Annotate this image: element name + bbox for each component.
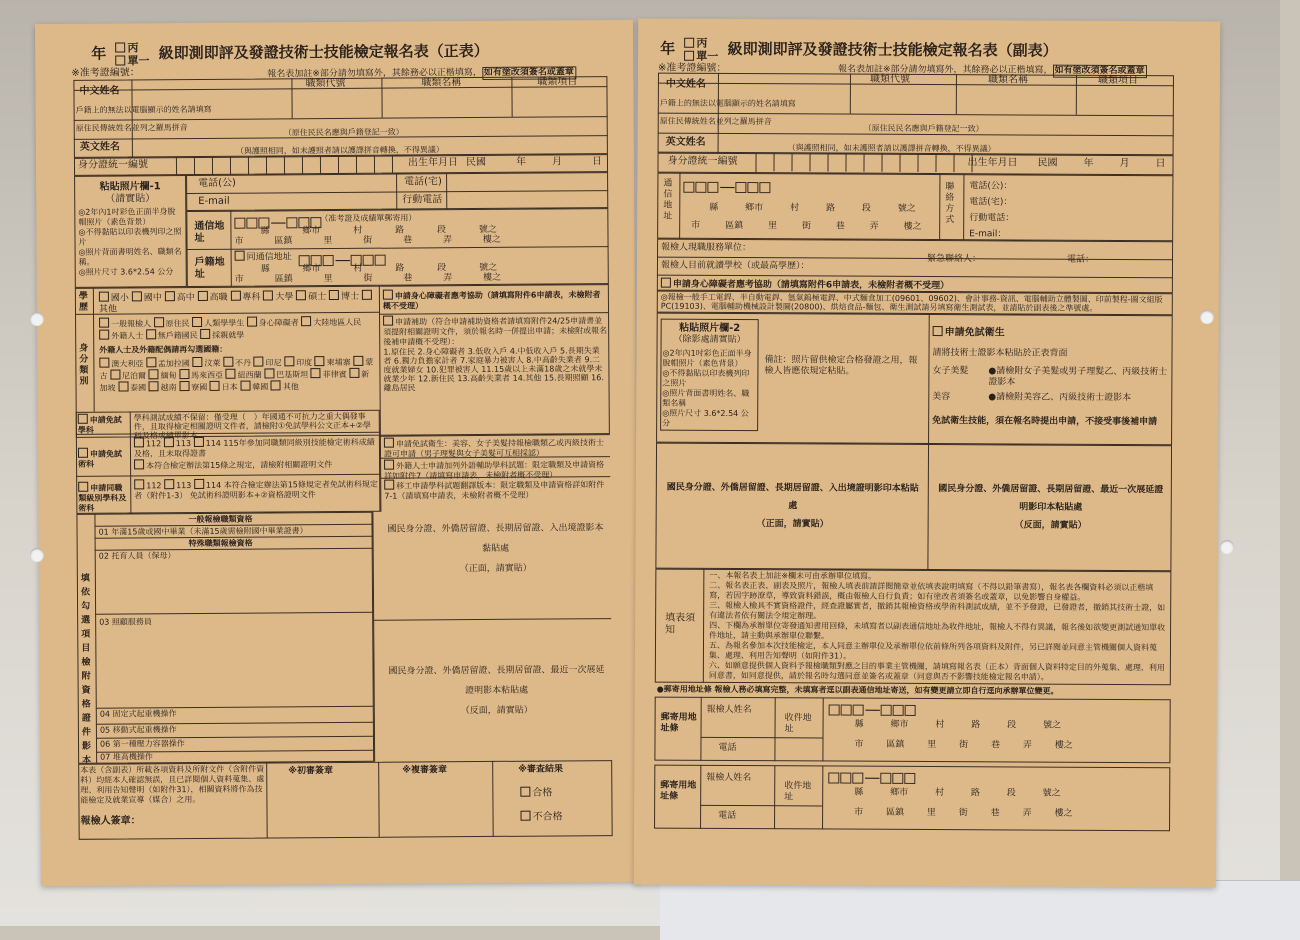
house-addr-label: 戶籍地址 [194, 256, 225, 280]
mail-slip-1-row1: 縣 鄉市 村 路 段 號之 [854, 719, 1062, 731]
copy-disabled-apply[interactable]: 申請身心障礙者應考協助（請填寫附件6申請表，未檢附者概不受理） [661, 278, 949, 293]
row-06[interactable]: 06 第一種壓力容器操作 [99, 739, 185, 749]
copy-photo-sub: （除影處請實貼） [673, 334, 746, 346]
chinese-name-label: 中文姓名 [79, 85, 120, 97]
mail-slip-2-zip[interactable]: — [828, 767, 916, 786]
admission-no-label: ※准考證編號： [71, 67, 140, 79]
copy-english-name-note: （與護照相同，如未護照者請以護譯拼音轉換，不得異議） [787, 143, 996, 154]
same-as-mail[interactable]: 同通信地址 [235, 250, 292, 263]
copy-birth-era: 民國 [1037, 157, 1058, 169]
main-title: 年 丙 單一 級即測即評及發證技術士技能檢定報名表（正表） [91, 41, 489, 68]
house-addr-row1: 縣 鄉市 村 路 段 號之 [260, 262, 498, 275]
fill-label: 填依勾選項目檢附資格證件影本 [80, 573, 92, 766]
original-name-label: 原住民傳統姓名並列之羅馬拼音 [75, 123, 188, 133]
english-name-note: （與護照相同，如未護照者請以護譯拼音轉換，不得異議） [235, 145, 444, 156]
mail-slip-1-zip[interactable]: — [829, 699, 917, 718]
mail-zip-boxes[interactable]: — [234, 212, 322, 232]
copy-emergency-phone[interactable]: 電話： [1066, 254, 1095, 265]
foreign-exam-hint[interactable]: 外籍人士申請加列外語輔助學科試題：限定職類及申請資格詳如附件7（請填寫申請表，未檢附者概不受理） [384, 460, 605, 481]
copy-original-name-note: （原住民民名應與戶籍登記一致） [863, 123, 984, 134]
identity-label: 身分類別 [79, 343, 89, 387]
copy-level-checkbox-bing[interactable] [684, 38, 694, 48]
mail-slip-1-phone[interactable]: 電話 [718, 742, 737, 754]
copy-beauty-text: ●請檢附美容乙、丙級技術士證影本 [988, 392, 1132, 404]
mail-addr-row1: 縣 鄉市 村 路 段 號之 [260, 224, 497, 237]
copy-mail-zip[interactable]: — [683, 177, 771, 196]
exempt-tech-items[interactable]: 112 113 114 115年參加同職類同級別技能檢定術科成績及格，且未取得證書 本符合檢定辦法第15條之規定，請檢附相關證明文件 [133, 437, 375, 471]
applicant-sign[interactable]: 報檢人簽章： [80, 815, 141, 827]
copy-id-boxes[interactable] [755, 153, 972, 174]
fail-checkbox[interactable]: 不合格 [521, 810, 563, 823]
level-checkbox-bing[interactable] [115, 42, 125, 52]
mail-slip-1-addr-label: 收件地址 [784, 713, 812, 735]
house-addr-row2: 市 區鎮 里 街 巷 弄 樓之 [234, 272, 502, 285]
birth-label: 出生年月日 [407, 157, 459, 169]
punch-hole [30, 548, 44, 562]
row-03[interactable]: 03 照顧服務員 [99, 617, 152, 627]
copy-exempt-health-line: 請將技術士證影本粘貼於正表背面 [932, 348, 1068, 359]
disabled-apply[interactable]: 申請身心障礙者應考協助（請填寫附件6申請表，未檢附者概不受理） [382, 290, 601, 311]
row-07[interactable]: 07 堆高機操作 [100, 752, 153, 762]
foreign-hint: 外籍人士及外籍配偶請再勾選國籍： [99, 344, 228, 355]
instruction: 報名表加註※部分請勿填寫外，其餘務必以正楷填寫， 如有塗改須簽名或蓋章 [267, 66, 576, 81]
birth-day-label: 日 [591, 156, 603, 168]
copy-birth-label: 出生年月日 [967, 157, 1018, 169]
subsidy-apply[interactable]: 申請補助（符合申請補助資格者請填寫附件24/25申請書並須提附相關證明文件，須於報名時一併提出申請；未檢附或報名後補申請概不受理）： [383, 316, 608, 347]
copy-beauty: 美容 [932, 392, 951, 403]
copy-mail-slip-notice: ●郵寄用地址條 報檢人務必填寫完整，未填寫者逕以副表通信地址寄送，如有變更請立即自行逕向承辦單位變更。 [656, 684, 1059, 696]
copy-english-name: 英文姓名 [665, 136, 706, 148]
mail-addr-note: （准考證及成績單郵寄用） [320, 213, 417, 224]
job-code-header: 職類代號 [305, 77, 346, 90]
mail-slip-2-phone[interactable]: 電話 [718, 810, 737, 822]
review-result: ※審查結果 [518, 764, 563, 775]
same-job-items[interactable]: 112 113 114 本符合檢定辦法第15條規定者免試術科規定者（附件1-3） 免試術科證明影本+②資格證明文件 [134, 479, 378, 501]
original-name-note: （原住民民名應與戶籍登記一致） [283, 127, 404, 138]
punch-hole [1200, 310, 1214, 324]
copy-job-name: 職類名稱 [987, 74, 1028, 86]
copy-work-unit[interactable]: 報檢人現職服務單位： [661, 242, 752, 254]
copy-original-name: 原住民傳統姓名並列之羅馬拼音 [659, 116, 772, 127]
female-hint[interactable]: 申請免試衛生：美容、女子美髮持報檢職類乙或丙級技術士證可申請（男子理髮與女子美髮可互相採認） [383, 438, 604, 459]
copy-id-no: 身分證統一編號 [667, 155, 738, 168]
education-options[interactable]: 國小 國中 高中 高職 專科 大學 碩士 博士 其他 [99, 290, 377, 316]
copy-emergency[interactable]: 緊急聯絡人： [926, 253, 982, 265]
mail-slip-2-name[interactable]: 報檢人姓名 [706, 772, 752, 784]
country-options[interactable]: 澳大利亞 孟加拉國 汶萊 不丹 印尼 印度 柬埔寨 蒙古 尼泊爾 緬甸 馬來西亞 紐西蘭 巴基斯坦 菲律賓 新加坡 泰國 越南 寮國 日本 韓國 其他 [99, 357, 374, 393]
bottom-note: 本表（含副表）所載各項資料及所附文件（含附件資料）均經本人確認無誤，且已詳閱個人資料蒐集、處理、利用告知聲明（如附件31），相關資料將作為技能檢定及就業宣導（媒合）之用。 [80, 764, 265, 805]
birth-year-label: 年 [515, 156, 527, 168]
copy-job-item: 職類項目 [1097, 74, 1138, 87]
copy-rare-name-note: 戶籍上的無法以電腦顯示的姓名請填寫 [659, 98, 796, 109]
copy-female-hair-text: ●請檢附女子美髮或男子理髮乙、丙級技術士證影本 [988, 366, 1168, 388]
exempt-learn-text: 學科測試成績不保留：僅受理（ ）年國通不可抗力之重大偶發事件，且取得檢定相關證明文件者，請檢附①免試學科公文正本+②學科及格成績單影本 [133, 411, 371, 441]
paper-underneath [660, 880, 1300, 940]
copy-exempt-note: 免試衛生技能，須在報名時提出申請，不接受事後補申請 [932, 416, 1158, 428]
form-main-sheet [35, 20, 639, 886]
copy-photo-notes: ◎2年內1吋彩色正面半身脫帽照片（素色背景） ◎不得黏貼以印表機列印之照片 ◎照片背面書明姓名、職類名稱 ◎照片尺寸 3.6*2.54 公分 [662, 348, 752, 428]
copy-mail-row1: 縣 鄉市 村 路 段 號之 [709, 202, 916, 214]
copy-mail-label: 通信地址 [663, 178, 673, 222]
copy-contact-items[interactable]: 電話(公)： 電話(宅)： 行動電話： E-mail： [969, 181, 1015, 240]
email-label: E-mail [198, 195, 230, 207]
first-review: ※初審簽章 [288, 766, 334, 777]
copy-birth-month: 月 [1119, 158, 1130, 170]
mail-slip-2-label: 郵寄用地址條 [660, 780, 697, 802]
photo-title: 粘貼照片欄-1 [99, 181, 161, 193]
identity-options[interactable]: 一般報檢人 原住民 人類學學生 身心障礙者 大陸地區人民 外籍人士 無戶籍國民 採親就學 [99, 316, 375, 342]
eligibility-header: 一般報檢職類資格 [188, 514, 253, 525]
birth-month-label: 月 [551, 156, 563, 168]
row-04[interactable]: 04 固定式起重機操作 [99, 709, 177, 719]
id-front-paste[interactable]: 國民身分證、外僑居留證、長期居留證、入出境證影本黏貼處 （正面，請實貼） [387, 523, 604, 575]
row-05[interactable]: 05 移動式起重機操作 [99, 725, 177, 735]
phone-office-label: 電話(公) [198, 177, 236, 189]
mail-slip-2-row2: 市 區鎮 里 街 巷 弄 樓之 [854, 807, 1073, 819]
copy-job-code: 職類代號 [869, 73, 910, 85]
punch-hole [1220, 540, 1234, 554]
copy-birth-year: 年 [1083, 157, 1094, 169]
copy-fill-notes: 一、本報名表上加註※欄未可由承辦單位填寫。 二、報名表正表、副表及照片，報檢人填表前請詳閱簡章並依填表說明填寫（不得以鉛筆書寫），報名表各欄資料必須以正楷填寫，若因字跡潦草，導致資料錯誤，概由報檢人自行負責；如有塗改者須簽名或蓋章，以免影響自身權益。 三、報檢人檢具不實資格證件，經查證屬實者，撤銷其報檢資格或學術科測試成績，並不予發證，已發證者，撤銷其技術士證，如有違法者依有關法令規定辦理。 四、下欄為承辦單位寄發通知書用回條，未填寫者以副表通信地址為收件地址，報檢人不得有異議，報名後如欲變更測試通知單收件地址，請主動與承辦單位聯繫。 五、為報名參加本次技能檢定，本人同意主辦單位及承辦單位依前條所列各項資料及附件，另已詳閱並同意主管機關個人資料蒐集、處理、利用告知聲明（如附件31）。 六、如願意提供個人資料予報檢職類對應之目的事業主管機關，請填寫報名表（正本）背面個人資料特定目的外蒐集、處理、利用同意書，如同意提供，請於報名時勾選同意並簽名或蓋章（同意與否不影響技能檢定報名申請）。 [708, 570, 1166, 682]
copy-chinese-name: 中文姓名 [665, 78, 706, 90]
mobile-label: 行動電話 [402, 194, 443, 206]
english-name-label: 英文姓名 [79, 141, 120, 153]
pass-checkbox[interactable]: 合格 [520, 787, 552, 800]
level-checkbox-single[interactable] [115, 55, 125, 65]
phone-home-label: 電話(宅) [404, 176, 442, 188]
rare-name-note: 戶籍上的無法以電腦顯示的姓名請填寫 [75, 104, 212, 115]
copy-notice-jobs: ◎報檢一般手工電銲、半自動電銲、氬氣鎢極電銲、中式麵食加工(09601、09602)、會計事務-資訊、電腦輔助立體製圖、印前製程-圖文組版PC(19103)、電腦輔助機械設計製圖(20800)、烘焙食品-麵包、衛生測試請另填寫衛生測試表，並請貼於副表後之準號處。 [660, 292, 1163, 313]
second-review: ※複審簽章 [402, 765, 448, 776]
copy-admission-no: ※准考證編號： [657, 62, 727, 74]
mail-addr-label: 通信地址 [194, 220, 225, 244]
punch-hole [30, 312, 44, 326]
mail-slip-2-row1: 縣 鄉市 村 路 段 號之 [854, 787, 1061, 799]
mail-slip-1-row2: 市 區鎮 里 街 巷 弄 樓之 [854, 739, 1073, 751]
copy-exempt-health[interactable]: 申請免試衛生 [933, 326, 1005, 339]
copy-level-checkbox-single[interactable] [684, 51, 694, 61]
copy-contact-label: 聯絡方式 [945, 182, 955, 226]
id-no-label: 身分證統一編號 [77, 159, 149, 171]
birth-era: 民國 [465, 156, 487, 169]
copy-id-front[interactable]: 國民身分證、外僑居留證、長期居留證、入出境證明影印本粘貼處 （正面，請實貼） [666, 482, 919, 530]
copy-mail-row2: 市 區鎮 里 街 巷 弄 樓之 [691, 220, 922, 232]
copy-id-back[interactable]: 國民身分證、外僑居留證、長期居留證、最近一次展延證明影印本粘貼處 （反面，請實貼） [938, 484, 1164, 531]
copy-remark: 備註：照片留供檢定合格發證之用，報檢人皆應依規定粘貼。 [764, 355, 918, 377]
exempt-learn-label[interactable]: 申請免試學科 [77, 415, 122, 435]
copy-school[interactable]: 報檢人目前就讀學校（或最高學歷）： [660, 260, 810, 272]
mail-addr-row2: 市 區鎮 里 街 巷 弄 樓之 [234, 234, 501, 247]
id-no-boxes[interactable] [176, 156, 393, 176]
eligibility-sub: 特殊職類報檢資格 [188, 538, 253, 549]
exempt-tech-label[interactable]: 申請免試術科 [78, 449, 123, 469]
row-01[interactable]: 01 年滿15歲或國中畢業（未滿15歲需檢附國中畢業證書） [98, 526, 308, 537]
copy-birth-day: 日 [1155, 158, 1166, 170]
mail-slip-2-addr-label: 收件地址 [784, 781, 812, 803]
form-copy-sheet [634, 18, 1221, 887]
copy-fill-notes-label: 填表須知 [665, 612, 696, 636]
house-zip-boxes[interactable]: — [299, 250, 387, 270]
mail-slip-1-label: 郵寄用地址條 [660, 712, 697, 734]
job-name-header: 職類名稱 [421, 77, 462, 89]
copy-photo-title: 粘貼照片欄-2 [679, 322, 741, 335]
same-job-label[interactable]: 申請同職類級別學科及術科 [78, 483, 127, 513]
copy-title: 年 丙 單一 級即測即評及發證技術士技能檢定報名表（副表） [660, 36, 1058, 63]
copy-instruction: 報名表加註※部分請勿填寫外，其餘務必以正楷填寫， 如有塗改須簽名或蓋章 [838, 64, 1147, 79]
education-label: 學歷 [78, 291, 89, 313]
row-02[interactable]: 02 托育人員（保母） [98, 551, 176, 561]
mail-slip-1-name[interactable]: 報檢人姓名 [706, 704, 752, 716]
subsidy-items[interactable]: 1.原住民 2.身心障礙者 3.低收入戶 4.中低收入戶 5.長期失業者 6.獨力負擔家計者 7.家庭暴力被害人 8.中高齡失業者 9.二度就業婦女 10.犯罪被害人 11.15歲以上未滿18歲之未就學未就業少年 12.新住民 13.高齡失業者 14.其他 15.長期照顧 16.離島居民 [383, 346, 604, 393]
copy-female-hair: 女子美髮 [932, 366, 969, 377]
job-item-header: 職類項目 [537, 76, 578, 88]
photo-notes: ◎2年內1吋彩色正面半身脫帽照片（素色背景） ◎不得黏貼以印表機列印之照片 ◎照片背面書明姓名、職類名稱。 ◎照片尺寸 3.6*2.54 公分 [78, 207, 182, 277]
photo-sub: （請實貼） [105, 193, 156, 205]
transfer-hint[interactable]: 移工申請學科試題翻譯版本：限定職類及申請資格詳如附件7-1（請填寫申請表，未檢附者概不受理） [384, 480, 605, 501]
id-back-paste[interactable]: 國民身分證、外僑居留證、長期居留證、最近一次展延證明影本粘貼處 （反面，請實貼） [388, 665, 605, 717]
